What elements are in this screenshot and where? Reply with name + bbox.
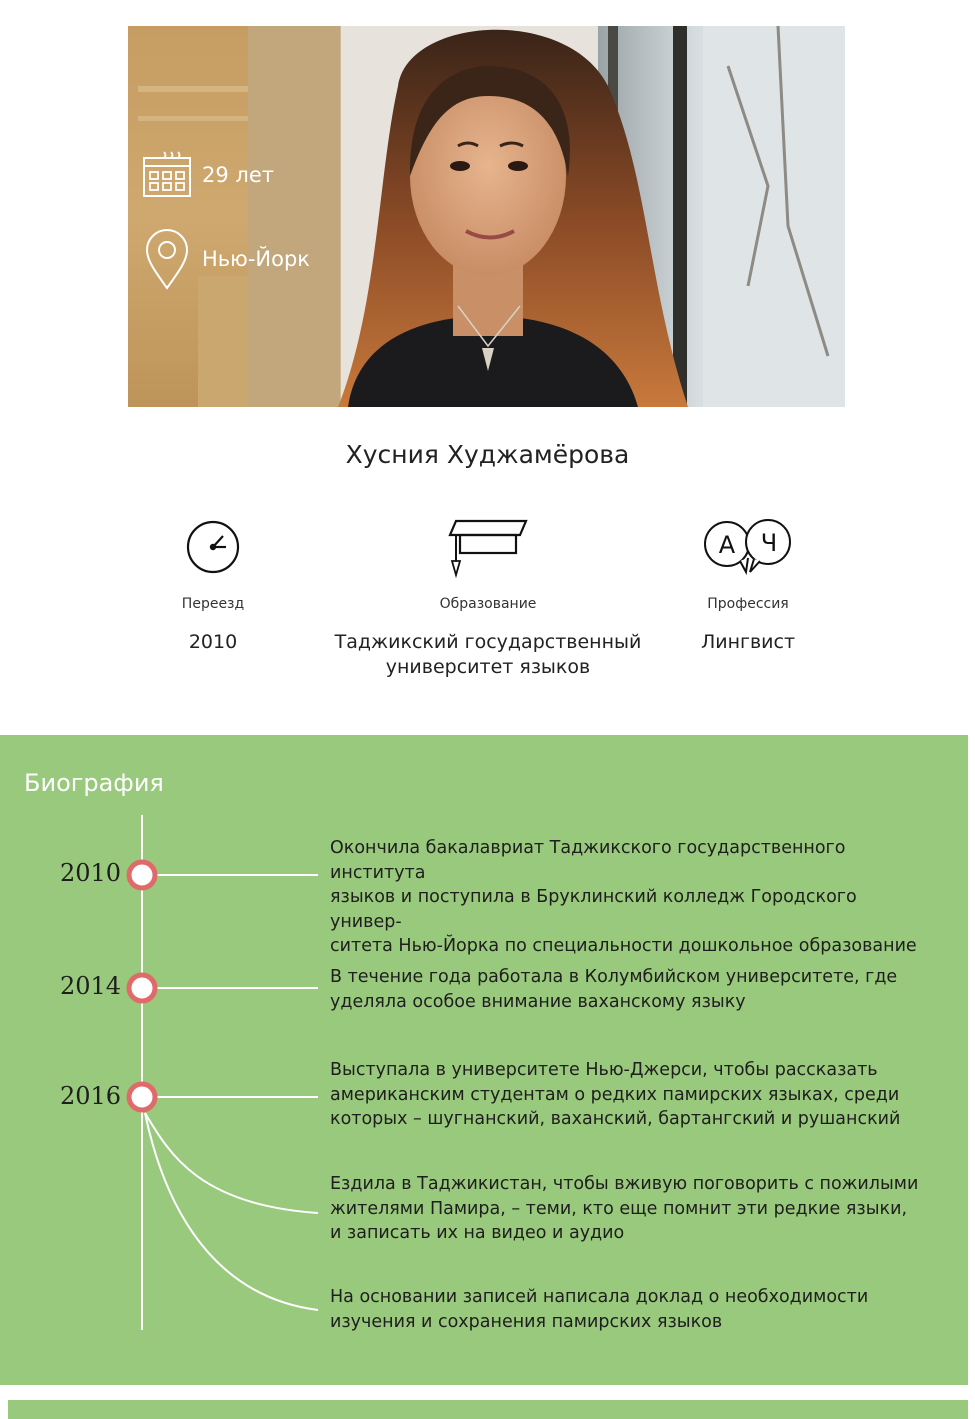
city-label: Нью-Йорк: [202, 247, 310, 271]
fact-label: Образование: [439, 596, 537, 612]
year-label: 2014: [60, 972, 122, 1000]
calendar-icon: [142, 150, 192, 200]
fact-value: Лингвист: [700, 631, 796, 653]
fact-value: 2010: [188, 631, 238, 653]
footer-bar: [8, 1400, 968, 1419]
speech-bubbles-icon: [648, 512, 848, 582]
fact-label: Переезд: [181, 596, 245, 612]
year-label: 2010: [60, 859, 122, 887]
clock-icon: [113, 512, 313, 582]
connector-branch-2: [145, 1113, 318, 1310]
event-text: На основании записей написала доклад о необходимости изучения и сохранения памирских языков: [330, 1287, 869, 1332]
bubble-letter-ch: Ч: [760, 529, 778, 557]
age-label: 29 лет: [202, 163, 274, 187]
fact-label: Профессия: [707, 596, 789, 612]
location-pin-icon: [142, 234, 192, 284]
event-text: В течение года работала в Колумбийском университете, где уделяла особое внимание ваханскому языку: [330, 967, 898, 1012]
fact-value: Таджикский государственный университет языков: [334, 631, 642, 678]
marker-2014: [129, 975, 155, 1001]
profile-photo: [128, 26, 845, 407]
event-text: Выступала в университете Нью-Джерси, чтобы рассказать американским студентам о редких памирских языках, среди которых – шугнанский, ваханский, бартангский и рушанский: [330, 1060, 901, 1129]
marker-2016: [129, 1084, 155, 1110]
person-name: Хусния Худжамёрова: [345, 440, 630, 469]
city-row: [142, 234, 310, 284]
photo-info-overlay: [128, 26, 341, 407]
age-row: [142, 150, 274, 200]
marker-2010: [129, 862, 155, 888]
event-text: Ездила в Таджикистан, чтобы вживую поговорить с пожилыми жителями Памира, – теми, кто еще помнит эти редкие языки, и записать их на видео и аудио: [330, 1174, 919, 1243]
biography-title: Биография: [24, 769, 164, 797]
graduation-cap-icon: [318, 512, 658, 582]
fact-relocation: [113, 512, 313, 655]
fact-profession: [648, 512, 848, 655]
connector-branch-1: [145, 1113, 318, 1213]
event-text: Окончила бакалавриат Таджикского государственного института языков и поступила в Бруклинский колледж Городского универ- ситета Нью-Йорка по специальности дошкольное образование: [330, 838, 917, 956]
biography-section: [0, 735, 968, 1385]
fact-education: [318, 512, 658, 680]
bubble-letter-a: А: [718, 531, 736, 559]
year-label: 2016: [60, 1082, 122, 1110]
